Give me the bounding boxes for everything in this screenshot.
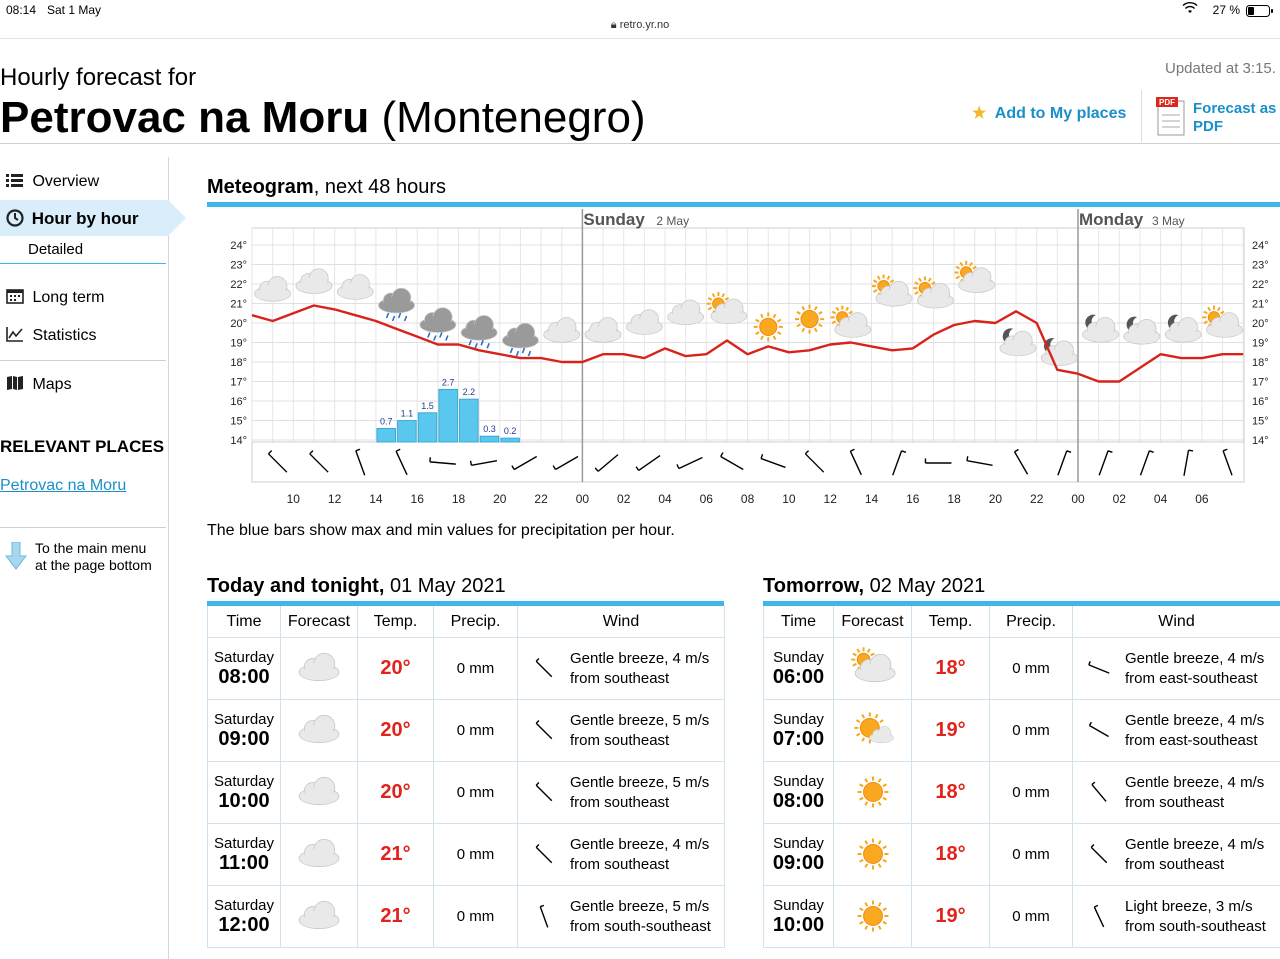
page-title — [0, 93, 646, 143]
wind-cell — [1073, 824, 1280, 886]
precip-label: 0.7 — [379, 416, 393, 427]
row-temp: 21° — [380, 843, 411, 865]
sun-icon — [848, 770, 898, 810]
row-time: 07:00 — [772, 727, 825, 750]
precip-label: 0.2 — [503, 426, 517, 437]
y-tick-label: 24° — [1252, 240, 1269, 252]
row-day: Saturday — [213, 710, 275, 728]
header-divider — [1141, 90, 1142, 142]
temp-cell — [358, 886, 434, 948]
row-day: Saturday — [213, 834, 275, 852]
precip-cell — [434, 886, 518, 948]
y-tick-label: 21° — [230, 298, 247, 311]
address-bar[interactable] — [0, 19, 1280, 32]
time-cell — [208, 638, 281, 700]
pdf-icon — [1156, 97, 1186, 142]
sidebar-selected-arrow — [168, 200, 186, 236]
row-precip: 0 mm — [1012, 783, 1050, 801]
time-cell — [764, 700, 834, 762]
main-menu-link[interactable] — [35, 540, 152, 574]
table-row — [764, 700, 1280, 762]
tomorrow-title-bold: Tomorrow, — [763, 575, 865, 597]
day-date: 2 May — [656, 214, 690, 228]
column-header: Time — [764, 606, 834, 638]
column-header: Precip. — [434, 606, 518, 638]
status-time: 08:14 — [6, 3, 37, 17]
y-tick-label: 15° — [1252, 415, 1269, 428]
sun-icon — [848, 894, 898, 934]
y-tick-label: 23° — [230, 259, 247, 272]
status-date: Sat 1 May — [47, 3, 102, 17]
x-tick-label: 22 — [1030, 492, 1044, 506]
row-temp: 20° — [380, 719, 411, 741]
page-subtitle: Hourly forecast for — [0, 64, 197, 91]
column-header: Forecast — [834, 606, 912, 638]
x-tick-label: 18 — [451, 492, 466, 506]
y-tick-label: 24° — [230, 240, 247, 252]
row-day: Saturday — [213, 896, 275, 914]
temp-cell — [358, 700, 434, 762]
table-row — [208, 824, 725, 886]
sidebar-item-detailed[interactable]: Detailed — [28, 241, 84, 258]
cloud-icon — [294, 646, 344, 686]
meteogram-title-suffix: , next 48 hours — [313, 176, 447, 198]
cloud-icon — [294, 770, 344, 810]
table-row — [208, 638, 725, 700]
precip-cell — [434, 700, 518, 762]
day-date: 3 May — [1152, 214, 1185, 228]
today-title — [207, 575, 506, 598]
precip-bar — [377, 428, 396, 442]
precip-bar — [439, 389, 458, 442]
precip-bar — [501, 438, 520, 442]
x-tick-label: 02 — [617, 492, 631, 506]
row-temp: 21° — [380, 905, 411, 927]
row-precip: 0 mm — [456, 907, 495, 925]
wind-cell — [518, 886, 725, 948]
y-tick-label: 22° — [1252, 279, 1269, 291]
forecast-cell — [834, 886, 912, 948]
y-tick-label: 16° — [1252, 396, 1269, 408]
row-day: Sunday — [773, 896, 824, 914]
column-header: Forecast — [281, 606, 358, 638]
temp-cell — [912, 700, 990, 762]
precip-bar — [398, 421, 417, 442]
meteogram-note: The blue bars show max and min values for precipitation per hour. — [207, 522, 675, 539]
sun-icon — [848, 832, 898, 872]
forecast-cell — [281, 762, 358, 824]
row-time: 11:00 — [218, 851, 270, 874]
arrow-down-icon — [5, 542, 27, 575]
x-tick-label: 08 — [740, 492, 755, 506]
forecast-cell — [281, 886, 358, 948]
sidebar-label-statistics: Statistics — [32, 327, 97, 344]
cloud-icon — [294, 894, 344, 934]
calendar-icon — [6, 289, 28, 306]
precip-cell — [990, 638, 1073, 700]
row-wind-speed: Gentle breeze, 4 m/s — [1125, 773, 1265, 791]
y-tick-label: 23° — [1252, 259, 1269, 272]
wind-arrow-icon — [518, 835, 570, 875]
row-day: Sunday — [773, 834, 824, 852]
y-tick-label: 19° — [230, 337, 247, 350]
country-name: (Montenegro) — [381, 93, 646, 142]
row-wind-direction: from southeast — [1125, 855, 1225, 873]
row-time: 10:00 — [772, 913, 825, 936]
y-tick-label: 21° — [1252, 298, 1269, 311]
row-temp: 20° — [380, 657, 411, 679]
row-time: 08:00 — [218, 665, 270, 688]
row-temp: 18° — [935, 843, 966, 865]
x-tick-label: 00 — [1071, 492, 1085, 506]
cloud-icon — [294, 708, 344, 748]
updated-time: Updated at 3:15. — [1165, 60, 1276, 77]
sidebar-label-hour-by-hour: Hour by hour — [31, 209, 139, 228]
x-tick-label: 16 — [410, 492, 424, 506]
tomorrow-title — [763, 575, 985, 598]
time-cell — [208, 886, 281, 948]
row-precip: 0 mm — [456, 845, 495, 863]
battery-icon — [1246, 4, 1274, 22]
row-temp: 19° — [935, 719, 966, 741]
status-bar — [0, 0, 1280, 39]
precip-label: 2.7 — [441, 377, 455, 388]
x-tick-label: 04 — [1153, 492, 1168, 506]
sidebar-divider — [0, 360, 166, 361]
row-wind-speed: Light breeze, 3 m/s — [1125, 897, 1253, 915]
time-cell — [208, 762, 281, 824]
sidebar-label-overview: Overview — [32, 173, 100, 190]
wind-arrow-icon — [518, 711, 570, 751]
table-header-row — [208, 606, 725, 638]
header-rule — [0, 143, 1280, 144]
wind-cell — [1073, 700, 1280, 762]
meteogram-title-bold: Meteogram — [207, 176, 314, 198]
row-precip: 0 mm — [1012, 907, 1050, 925]
precip-label: 0.3 — [483, 424, 496, 435]
wind-arrow-icon — [1073, 649, 1125, 689]
x-tick-label: 04 — [658, 492, 672, 506]
x-tick-label: 06 — [1195, 492, 1209, 506]
relevant-place-link[interactable]: Petrovac na Moru — [0, 477, 127, 494]
tomorrow-forecast-table — [763, 606, 1280, 948]
table-row — [208, 762, 725, 824]
column-header: Wind — [518, 606, 725, 638]
day-label: Sunday — [583, 210, 645, 229]
sidebar-label-long-term: Long term — [32, 289, 105, 306]
partly-cloudy-icon — [848, 708, 898, 748]
star-icon: ★ — [972, 105, 987, 122]
location-name: Petrovac na Moru — [0, 93, 370, 142]
row-wind-speed: Gentle breeze, 4 m/s — [1125, 649, 1265, 667]
svg-text:PDF: PDF — [1159, 98, 1175, 107]
meteogram-chart — [207, 207, 1280, 512]
row-time: 10:00 — [218, 789, 270, 812]
row-day: Saturday — [213, 648, 275, 666]
sidebar-item-long-term[interactable] — [6, 288, 105, 307]
table-header-row — [764, 606, 1280, 638]
today-forecast-table — [207, 606, 725, 948]
precip-label: 2.2 — [462, 387, 476, 398]
y-tick-label: 19° — [1252, 337, 1269, 350]
row-day: Sunday — [773, 648, 824, 666]
x-tick-label: 02 — [1112, 492, 1126, 506]
main-menu-line1: To the main menu — [35, 540, 147, 556]
x-tick-label: 10 — [286, 492, 300, 506]
time-cell — [764, 886, 834, 948]
row-wind-direction: from south-southeast — [570, 917, 711, 935]
row-wind-speed: Gentle breeze, 5 m/s — [570, 773, 710, 791]
precip-label: 1.1 — [400, 408, 414, 419]
x-tick-label: 20 — [493, 492, 507, 506]
precip-cell — [434, 638, 518, 700]
forecast-cell — [834, 700, 912, 762]
x-tick-label: 00 — [575, 492, 590, 506]
row-time: 09:00 — [772, 851, 825, 874]
pdf-link-line2: PDF — [1193, 118, 1223, 135]
forecast-cell — [281, 824, 358, 886]
precip-cell — [990, 762, 1073, 824]
precip-bar — [418, 413, 437, 442]
wind-cell — [518, 700, 725, 762]
map-icon — [6, 376, 28, 393]
row-temp: 20° — [380, 781, 411, 803]
precip-cell — [990, 700, 1073, 762]
add-to-my-places-link[interactable] — [972, 103, 1126, 123]
row-precip: 0 mm — [1012, 845, 1050, 863]
row-time: 08:00 — [772, 789, 825, 812]
row-precip: 0 mm — [456, 783, 495, 801]
url-text: retro.yr.no — [619, 19, 670, 31]
row-temp: 19° — [935, 905, 966, 927]
wind-arrow-icon — [518, 897, 570, 937]
y-tick-label: 16° — [230, 396, 247, 408]
y-tick-label: 14° — [230, 435, 247, 447]
precip-bar — [480, 436, 499, 442]
row-wind-speed: Gentle breeze, 4 m/s — [570, 835, 710, 853]
row-wind-speed: Gentle breeze, 5 m/s — [570, 711, 710, 729]
temp-cell — [912, 638, 990, 700]
row-wind-speed: Gentle breeze, 4 m/s — [1125, 711, 1265, 729]
time-cell — [208, 700, 281, 762]
forecast-pdf-link[interactable] — [1193, 100, 1276, 136]
row-day: Sunday — [773, 710, 824, 728]
temp-cell — [358, 762, 434, 824]
precip-cell — [990, 886, 1073, 948]
row-wind-direction: from east-southeast — [1125, 731, 1258, 749]
time-cell — [764, 638, 834, 700]
row-precip: 0 mm — [1012, 721, 1050, 739]
row-precip: 0 mm — [1012, 659, 1050, 677]
row-day: Saturday — [213, 772, 275, 790]
column-header: Temp. — [912, 606, 990, 638]
add-to-my-places-label: Add to My places — [994, 105, 1127, 122]
x-tick-label: 20 — [988, 492, 1003, 506]
column-header: Wind — [1073, 606, 1280, 638]
row-wind-speed: Gentle breeze, 5 m/s — [570, 897, 710, 915]
table-row — [764, 886, 1280, 948]
sidebar-item-statistics[interactable] — [6, 326, 96, 345]
battery-percent: 27 % — [1212, 3, 1240, 17]
x-tick-label: 06 — [699, 492, 713, 506]
row-day: Sunday — [773, 772, 824, 790]
wind-cell — [518, 824, 725, 886]
time-cell — [764, 824, 834, 886]
temp-cell — [912, 886, 990, 948]
row-time: 09:00 — [218, 727, 270, 750]
y-tick-label: 22° — [230, 279, 247, 291]
row-time: 06:00 — [772, 665, 825, 688]
wind-arrow-icon — [1073, 711, 1125, 751]
forecast-cell — [834, 638, 912, 700]
y-tick-label: 18° — [1252, 357, 1269, 369]
wind-arrow-icon — [1073, 773, 1125, 813]
table-row — [208, 700, 725, 762]
tomorrow-title-date: 02 May 2021 — [864, 575, 986, 597]
row-wind-direction: from east-southeast — [1125, 669, 1258, 687]
table-row — [764, 824, 1280, 886]
temp-cell — [358, 638, 434, 700]
wind-arrow-icon — [1073, 835, 1125, 875]
precip-cell — [434, 824, 518, 886]
wind-cell — [518, 638, 725, 700]
row-wind-direction: from southeast — [1125, 793, 1225, 811]
meteogram-title — [207, 176, 446, 199]
pdf-link-line1: Forecast as — [1193, 100, 1277, 117]
table-row — [208, 886, 725, 948]
row-wind-direction: from south-southeast — [1125, 917, 1266, 935]
row-wind-direction: from southeast — [570, 793, 670, 811]
sidebar-label-maps: Maps — [32, 376, 72, 393]
temp-cell — [358, 824, 434, 886]
sidebar-divider — [0, 527, 166, 528]
wind-cell — [1073, 886, 1280, 948]
y-tick-label: 20° — [230, 318, 247, 330]
y-tick-label: 18° — [230, 357, 247, 369]
forecast-cell — [281, 700, 358, 762]
y-tick-label: 17° — [230, 376, 247, 389]
forecast-cell — [834, 762, 912, 824]
row-wind-direction: from southeast — [570, 855, 670, 873]
partly-cloudy-icon — [848, 646, 898, 686]
sidebar-divider — [0, 263, 166, 264]
precip-cell — [990, 824, 1073, 886]
row-wind-speed: Gentle breeze, 4 m/s — [1125, 835, 1265, 853]
wind-arrow-icon — [518, 773, 570, 813]
lock-icon: 🔒︎ — [610, 19, 617, 31]
x-tick-label: 18 — [947, 492, 961, 506]
column-header: Temp. — [358, 606, 434, 638]
temp-cell — [912, 762, 990, 824]
row-precip: 0 mm — [456, 721, 495, 739]
precip-bar — [460, 399, 479, 442]
y-tick-label: 20° — [1252, 318, 1269, 330]
main-menu-line2: at the page bottom — [35, 557, 152, 573]
day-label: Monday — [1079, 210, 1144, 229]
statistics-icon — [6, 327, 28, 344]
x-tick-label: 16 — [906, 492, 920, 506]
y-tick-label: 17° — [1252, 376, 1269, 389]
temp-cell — [912, 824, 990, 886]
row-temp: 18° — [935, 657, 966, 679]
relevant-places-heading: RELEVANT PLACES — [0, 437, 165, 456]
row-precip: 0 mm — [456, 659, 495, 677]
y-tick-label: 15° — [230, 415, 247, 428]
today-title-bold: Today and tonight, — [207, 575, 385, 597]
x-tick-label: 14 — [864, 492, 879, 506]
wind-cell — [518, 762, 725, 824]
column-header: Precip. — [990, 606, 1073, 638]
forecast-cell — [281, 638, 358, 700]
row-temp: 18° — [935, 781, 966, 803]
x-tick-label: 14 — [369, 492, 383, 506]
table-row — [764, 638, 1280, 700]
x-tick-label: 22 — [534, 492, 548, 506]
x-tick-label: 12 — [823, 492, 837, 506]
wind-cell — [1073, 638, 1280, 700]
time-cell — [208, 824, 281, 886]
time-cell — [764, 762, 834, 824]
forecast-cell — [834, 824, 912, 886]
wifi-icon — [1182, 2, 1198, 17]
today-title-date: 01 May 2021 — [384, 575, 506, 597]
sidebar-item-overview[interactable] — [6, 173, 99, 191]
precip-cell — [434, 762, 518, 824]
wind-arrow-icon — [518, 649, 570, 689]
cloud-icon — [294, 832, 344, 872]
row-time: 12:00 — [218, 913, 270, 936]
row-wind-direction: from southeast — [570, 731, 670, 749]
x-tick-label: 10 — [782, 492, 796, 506]
x-tick-label: 12 — [327, 492, 342, 506]
row-wind-speed: Gentle breeze, 4 m/s — [570, 649, 710, 667]
wind-arrow-icon — [1073, 897, 1125, 937]
clock-icon — [6, 209, 29, 228]
y-tick-label: 14° — [1252, 435, 1269, 447]
column-header: Time — [208, 606, 281, 638]
row-wind-direction: from southeast — [570, 669, 670, 687]
sidebar-item-maps[interactable] — [6, 375, 72, 394]
sidebar-item-hour-by-hour[interactable] — [6, 209, 138, 229]
table-row — [764, 762, 1280, 824]
wind-cell — [1073, 762, 1280, 824]
precip-label: 1.5 — [421, 400, 434, 411]
list-icon — [6, 173, 28, 190]
